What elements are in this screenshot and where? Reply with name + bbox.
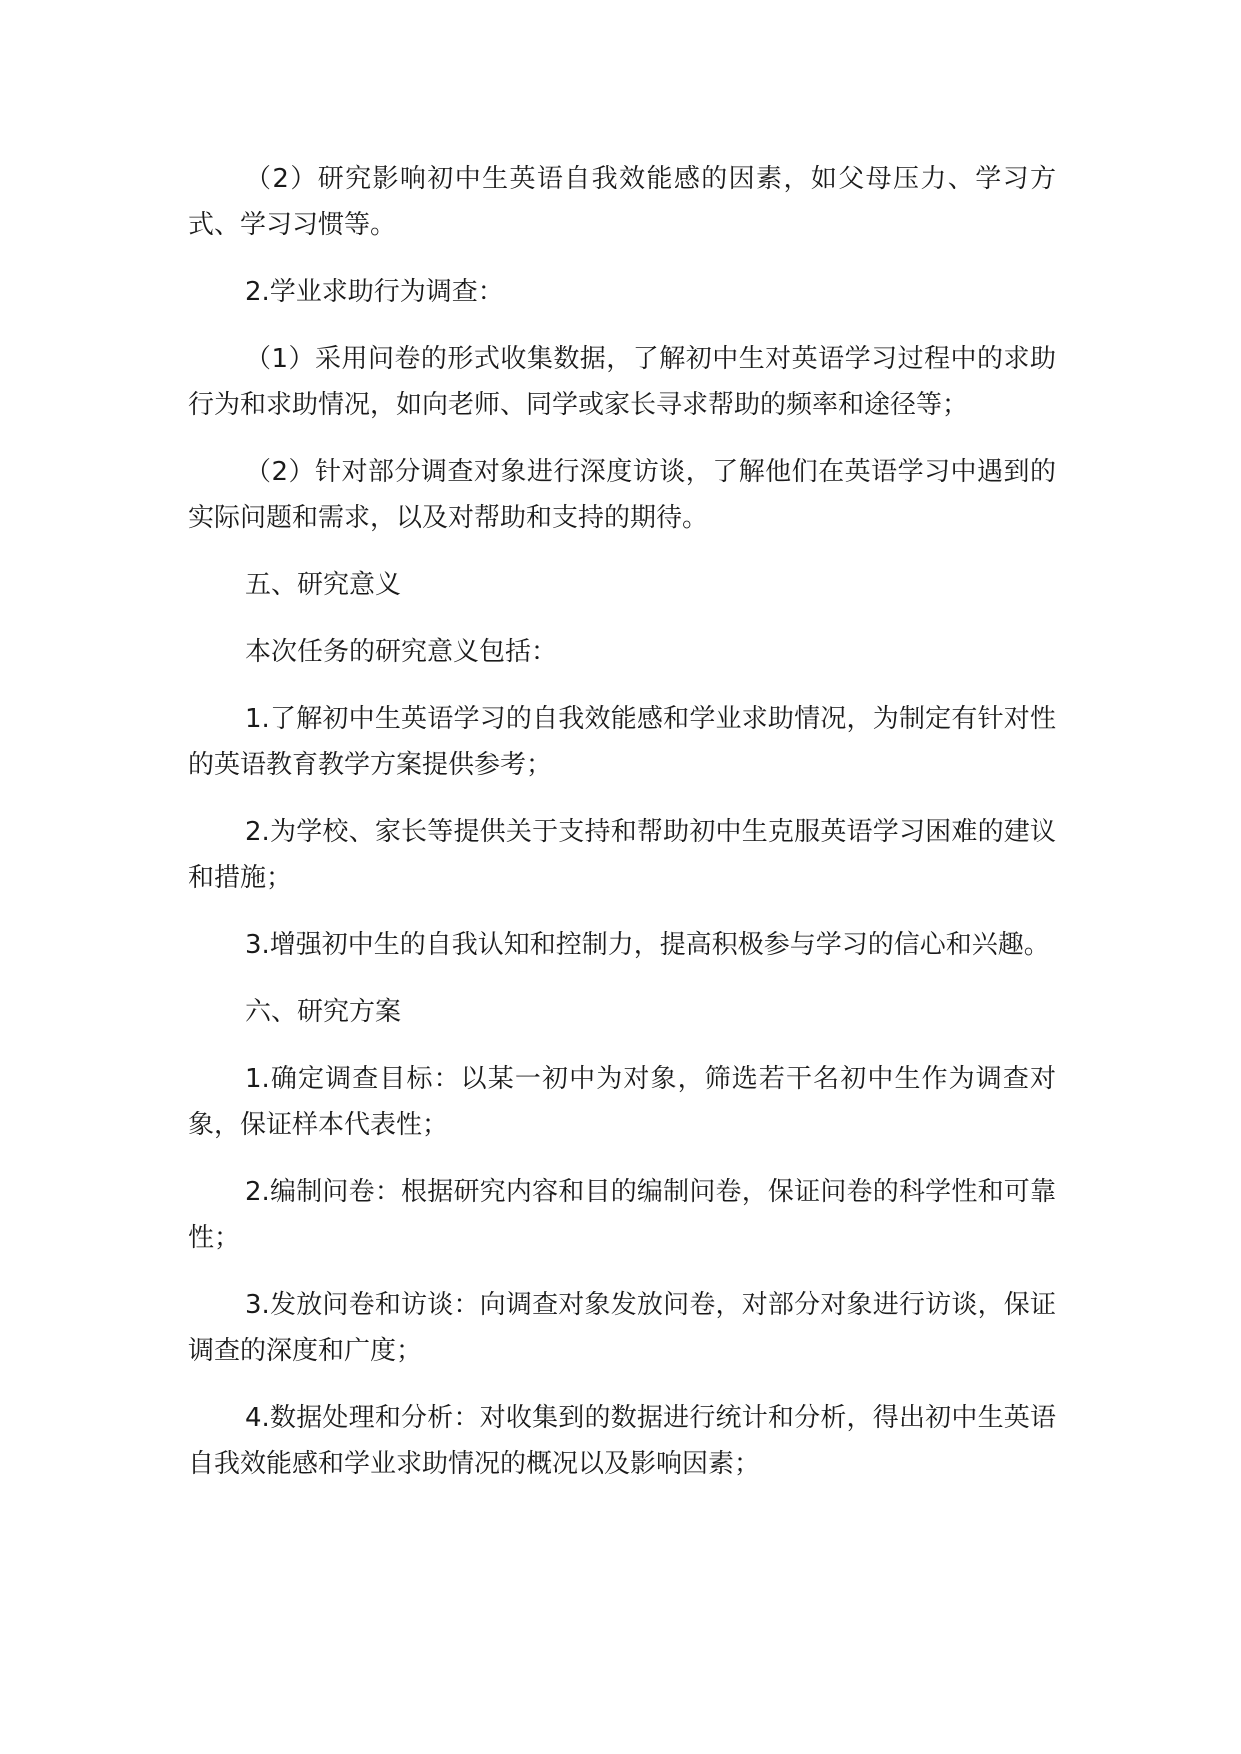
paragraph-interview: （2）针对部分调查对象进行深度访谈，了解他们在英语学习中遇到的实际问题和需求，以及对帮助和支持的期待。	[188, 457, 1056, 533]
paragraph-significance-3: 3.增强初中生的自我认知和控制力，提高积极参与学习的信心和兴趣。	[245, 930, 1050, 960]
paragraph-help-seeking-heading: 2.学业求助行为调查：	[245, 277, 504, 307]
paragraph-significance-2: 2.为学校、家长等提供关于支持和帮助初中生克服英语学习困难的建议和措施；	[188, 817, 1056, 893]
paragraph-questionnaire: （1）采用问卷的形式收集数据，了解初中生对英语学习过程中的求助行为和求助情况，如向老师、同学或家长寻求帮助的频率和途径等；	[188, 344, 1056, 420]
section-heading-plan: 六、研究方案	[245, 997, 402, 1027]
paragraph-plan-1: 1.确定调查目标：以某一初中为对象，筛选若干名初中生作为调查对象，保证样本代表性；	[188, 1064, 1056, 1140]
document-body	[188, 156, 1056, 1508]
section-heading-significance: 五、研究意义	[245, 570, 402, 600]
paragraph-significance-1: 1.了解初中生英语学习的自我效能感和学业求助情况，为制定有针对性的英语教育教学方案提供参考；	[188, 704, 1056, 780]
paragraph-plan-2: 2.编制问卷：根据研究内容和目的编制问卷，保证问卷的科学性和可靠性；	[188, 1177, 1056, 1253]
paragraph-factors: （2）研究影响初中生英语自我效能感的因素，如父母压力、学习方式、学习习惯等。	[188, 164, 1056, 240]
paragraph-significance-intro: 本次任务的研究意义包括：	[245, 637, 558, 667]
paragraph-plan-3: 3.发放问卷和访谈：向调查对象发放问卷，对部分对象进行访谈，保证调查的深度和广度；	[188, 1290, 1056, 1366]
paragraph-plan-4: 4.数据处理和分析：对收集到的数据进行统计和分析，得出初中生英语自我效能感和学业求助情况的概况以及影响因素；	[188, 1403, 1056, 1479]
